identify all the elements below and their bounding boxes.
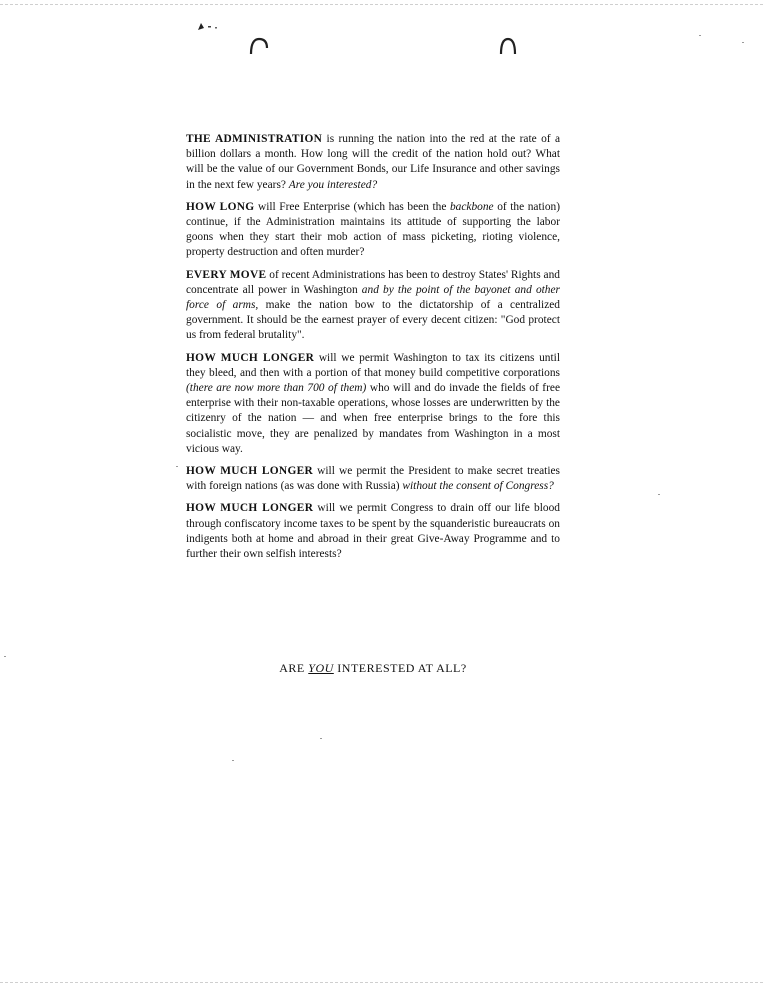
paragraph-tail: who will and do invade the fields of free enterprise with their non-taxable operations, whose losses are underwritten by the citizenry of the nation — and when free enterprise brings to the fore this socialistic move, they are penalized by mandates from Washington in a most vicious way. (186, 382, 561, 455)
paragraph-italic: backbone (449, 200, 494, 213)
paragraph-italic: (there are now more than 700 of them) (186, 382, 367, 395)
scan-speck (658, 494, 660, 495)
paragraph-lead: HOW LONG (186, 200, 255, 213)
top-edge-rule (0, 4, 763, 5)
paragraph-text: will we permit Congress to drain off our life blood through confiscatory income taxes to be spent by the squanderistic bureaucrats on indigents both at home and abroad in their great Give-Away Programme and to further their own selfish interests? (186, 502, 560, 561)
paragraph-italic: and by the point of the bayonet and other force of arms, (186, 283, 560, 312)
paragraph-text: will we permit Washington to tax its citizens until they bleed, and then with a portion of that money build competitive corporations (186, 351, 560, 379)
paragraph (186, 464, 560, 494)
bottom-edge-rule (0, 982, 763, 983)
closing-before: ARE (279, 661, 309, 675)
closing-after: INTERESTED AT ALL? (333, 661, 467, 675)
punch-hole-icon (498, 36, 518, 56)
paragraph-text: is running the nation into the red at the rate of a billion dollars a month. How long will the credit of the nation hold out? What will be the value of our Government Bonds, our Life Insurance and other savings in the next few years? (186, 133, 560, 191)
paragraph (186, 351, 560, 457)
paragraph-lead: HOW MUCH LONGER (186, 502, 314, 515)
article-body (186, 132, 560, 569)
paragraph-text: will Free Enterprise (which has been the (254, 200, 450, 213)
paragraph-tail: of the nation) continue, if the Administration maintains its attitude of supporting the labor goons when they start their mob action of mass picketing, rioting violence, property destruction and often murder? (186, 200, 560, 259)
ink-mark-icon (196, 22, 220, 32)
paragraph (186, 132, 560, 193)
paragraph (186, 501, 560, 562)
scan-speck (320, 738, 322, 739)
closing-emphasis: YOU (308, 661, 334, 675)
paragraph-italic: Are you interested? (288, 178, 378, 191)
scan-speck (232, 760, 234, 761)
scan-speck (742, 42, 744, 43)
paragraph-text: of recent Administrations has been to destroy States' Rights and concentrate all power in Washington (186, 268, 560, 296)
scan-speck (699, 35, 701, 36)
paragraph (186, 200, 560, 261)
paragraph-lead: HOW MUCH LONGER (186, 465, 314, 478)
scan-speck (176, 466, 178, 467)
paragraph-text: will we permit the President to make secret treaties with foreign nations (as was done with Russia) (186, 465, 560, 493)
paragraph-tail: make the nation bow to the dictatorship of a centralized government. It should be the earnest prayer of every decent citizen: "God protect us from federal brutality". (186, 299, 561, 342)
scan-speck (4, 656, 6, 657)
punch-hole-icon (249, 36, 269, 56)
paragraph-italic: without the consent of Congress? (402, 480, 554, 493)
paragraph-lead: THE ADMINISTRATION (186, 133, 323, 145)
paragraph (186, 268, 560, 344)
paragraph-lead: HOW MUCH LONGER (186, 351, 315, 364)
closing-question (186, 661, 560, 676)
paragraph-lead: EVERY MOVE (186, 268, 267, 281)
